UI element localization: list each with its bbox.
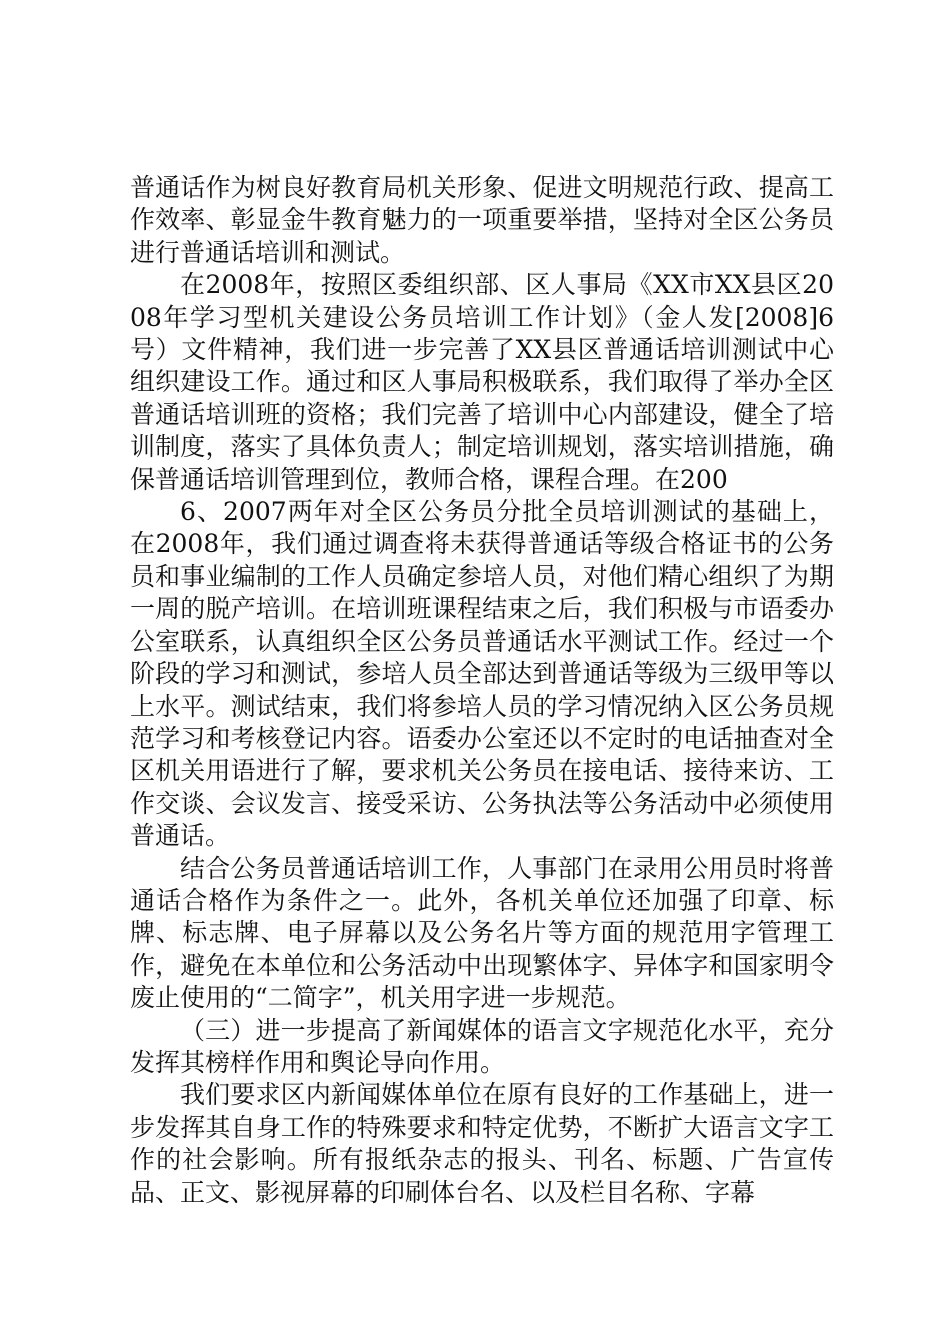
paragraph-1: 普通话作为树良好教育局机关形象、促进文明规范行政、提高工作效率、彰显金牛教育魅力的一项重要举措，坚持对全区公务员进行普通话培训和测试。 xyxy=(130,173,834,267)
document-body xyxy=(130,172,834,1209)
paragraph-6: 我们要求区内新闻媒体单位在原有良好的工作基础上，进一步发挥其自身工作的特殊要求和特定优势，不断扩大语言文字工作的社会影响。所有报纸杂志的报头、刊名、标题、广告宣传品、正文、影视屏幕的印刷体台名、以及栏目名称、字幕 xyxy=(130,1080,834,1207)
paragraph-3: 6、2007两年对全区公务员分批全员培训测试的基础上，在2008年，我们通过调查将未获得普通话等级合格证书的公务员和事业编制的工作人员确定参培人员，对他们精心组织了为期一周的脱产培训。在培训班课程结束之后，我们积极与市语委办公室联系，认真组织全区公务员普通话水平测试工作。经过一个阶段的学习和测试，参培人员全部达到普通话等级为三级甲等以上水平。测试结束，我们将参培人员的学习情况纳入区公务员规范学习和考核登记内容。语委办公室还以不定时的电话抽查对全区机关用语进行了解，要求机关公务员在接电话、接待来访、工作交谈、会议发言、接受采访、公务执法等公务活动中必须使用普通话。 xyxy=(130,497,834,851)
paragraph-4: 结合公务员普通话培训工作，人事部门在录用公用员时将普通话合格作为条件之一。此外，各机关单位还加强了印章、标牌、标志牌、电子屏幕以及公务名片等方面的规范用字管理工作，避免在本单位和公务活动中出现繁体字、异体字和国家明令废止使用的“二简字”，机关用字进一步规范。 xyxy=(130,853,834,1013)
paragraph-5: （三）进一步提高了新闻媒体的语言文字规范化水平，充分发挥其榜样作用和舆论导向作用。 xyxy=(130,1015,834,1077)
paragraph-2: 在2008年，按照区委组织部、区人事局《XX市XX县区2008年学习型机关建设公务员培训工作计划》（金人发[2008]6号）文件精神，我们进一步完善了XX县区普通话培训测试中心组织建设工作。通过和区人事局积极联系，我们取得了举办全区普通话培训班的资格；我们完善了培训中心内部建设，健全了培训制度，落实了具体负责人；制定培训规划，落实培训措施，确保普通话培训管理到位，教师合格，课程合理。在200 xyxy=(130,270,834,494)
